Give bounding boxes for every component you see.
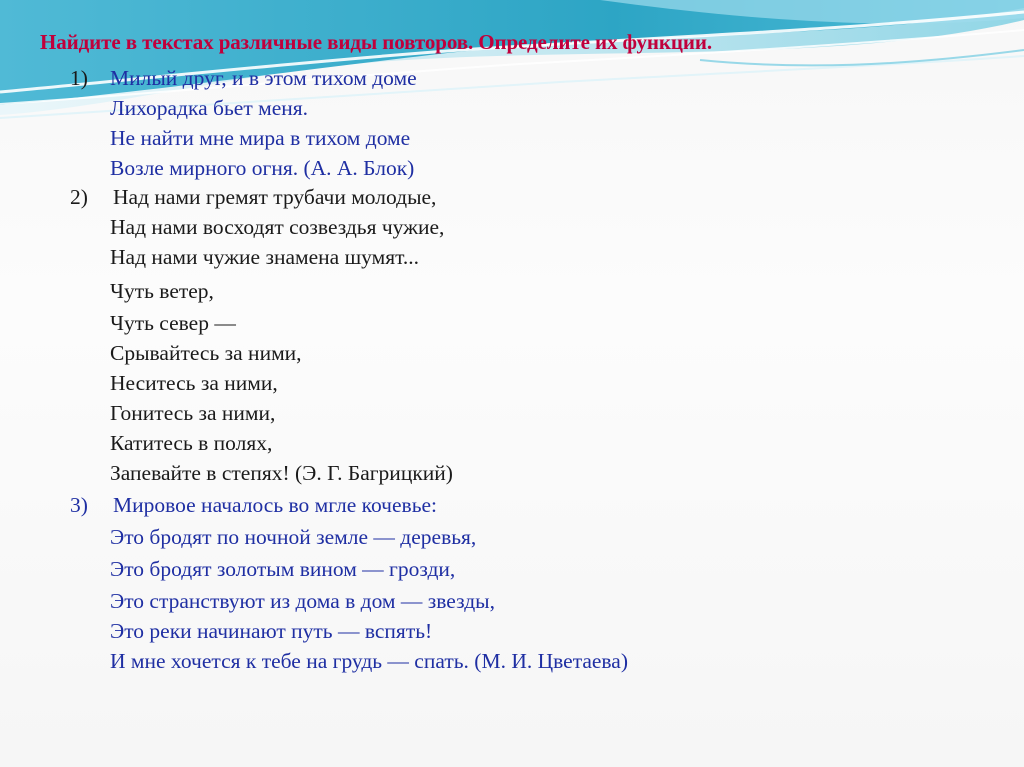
poem-2-line-8: Гонитесь за ними, bbox=[110, 401, 276, 425]
poem-3-line-4: Это странствуют из дома в дом — звезды, bbox=[110, 589, 495, 613]
poem-2-line-1: Над нами гремят трубачи молодые, bbox=[113, 185, 437, 209]
poem-2-number: 2) bbox=[70, 185, 88, 209]
poem-2-line-2: Над нами восходят созвездья чужие, bbox=[110, 215, 445, 239]
poem-1-number: 1) bbox=[70, 66, 88, 90]
poem-3-line-3: Это бродят золотым вином — грозди, bbox=[110, 557, 456, 581]
poem-3-line-5: Это реки начинают путь — вспять! bbox=[110, 619, 433, 643]
poem-2-line-10: Запевайте в степях! (Э. Г. Багрицкий) bbox=[110, 461, 453, 485]
poem-3-line-6: И мне хочется к тебе на грудь — спать. (М. И. Цветаева) bbox=[110, 649, 629, 673]
poem-1-line-2: Лихорадка бьет меня. bbox=[110, 96, 309, 120]
poem-2-line-9: Катитесь в полях, bbox=[110, 431, 273, 455]
poem-2-line-7: Неситесь за ними, bbox=[110, 371, 278, 395]
poem-3-line-1: Мировое началось во мгле кочевье: bbox=[113, 493, 438, 517]
poem-1-line-3: Не найти мне мира в тихом доме bbox=[110, 126, 411, 150]
poem-2-line-4: Чуть ветер, bbox=[110, 279, 214, 303]
poem-1-line-4: Возле мирного огня. (А. А. Блок) bbox=[110, 156, 415, 180]
poem-3-line-2: Это бродят по ночной земле — деревья, bbox=[110, 525, 477, 549]
poem-3-number: 3) bbox=[70, 493, 88, 517]
poem-2-line-6: Срывайтесь за ними, bbox=[110, 341, 302, 365]
poem-1-line-1: Милый друг, и в этом тихом доме bbox=[110, 66, 417, 90]
page-title: Найдите в текстах различные виды повторов. Определите их функции. bbox=[40, 30, 713, 54]
poem-2-line-3: Над нами чужие знамена шумят... bbox=[110, 245, 420, 269]
poem-2-line-5: Чуть север — bbox=[110, 311, 236, 335]
